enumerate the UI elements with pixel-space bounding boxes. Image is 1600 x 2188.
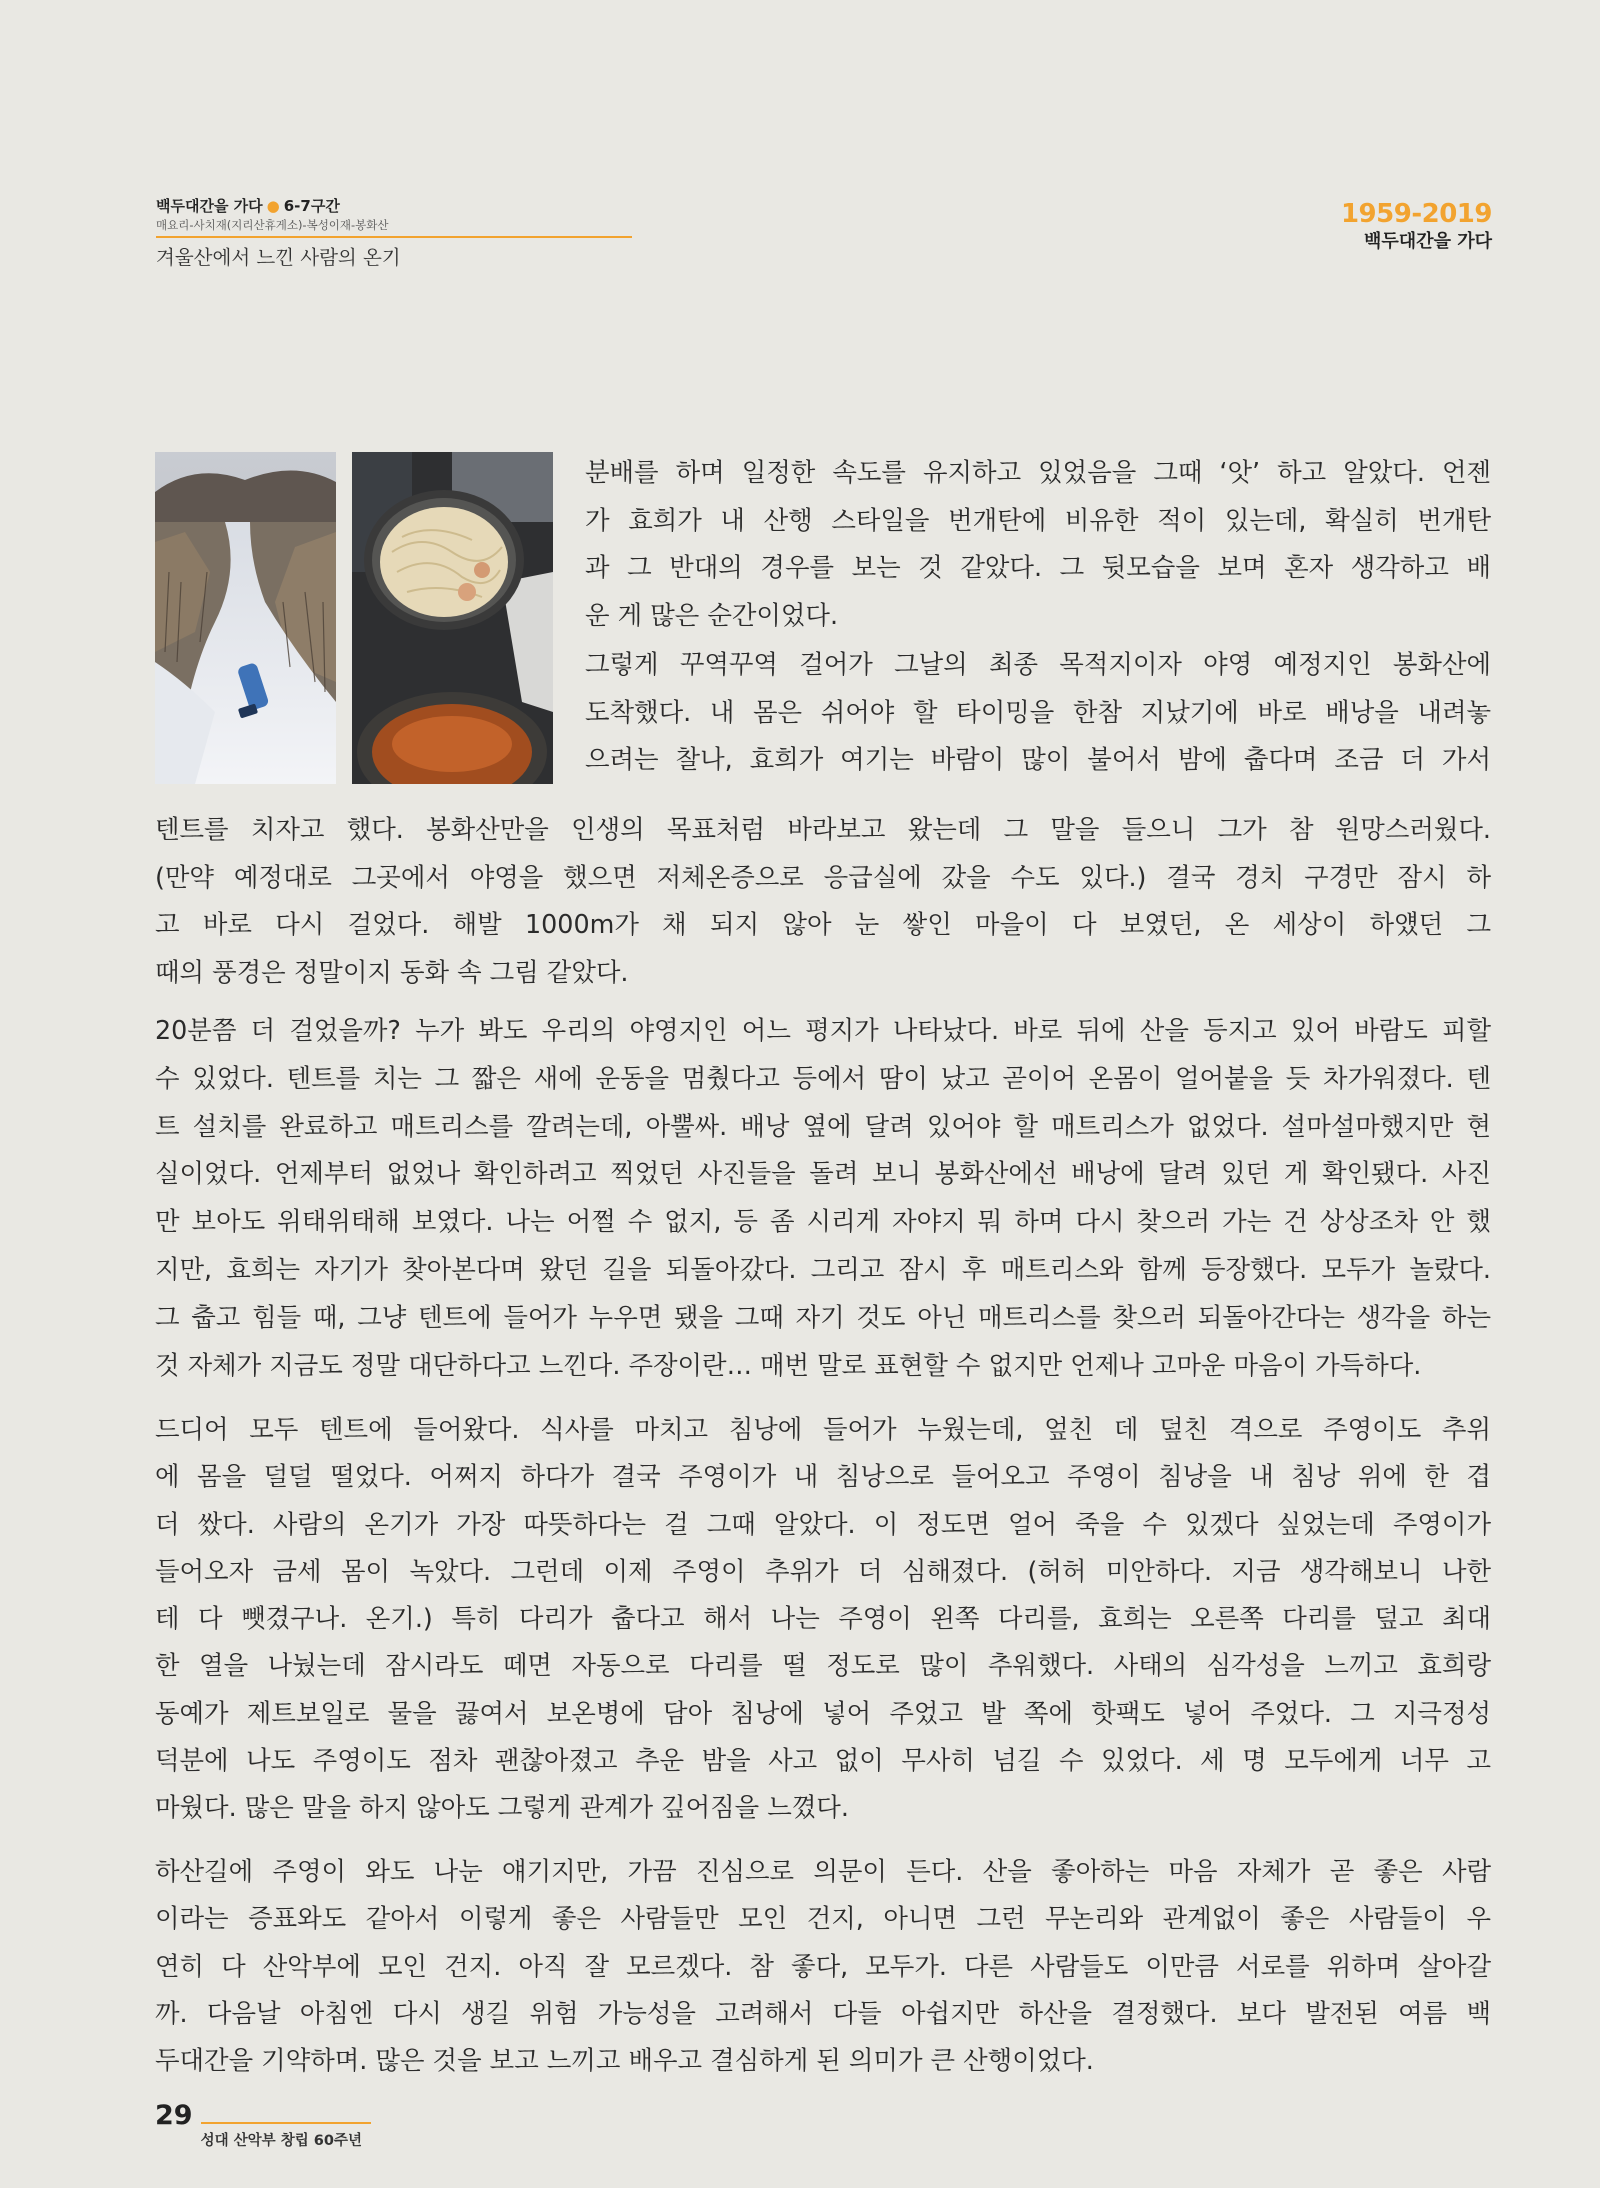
text-line: 더 쌌다. 사람의 온기가 가장 따뜻하다는 걸 그때 알았다. 이 정도면 얼어 죽을 수 있겠다 싶었는데 주영이가	[155, 1508, 1491, 1539]
series-brand: 백두대간을 가다	[1364, 231, 1492, 252]
text-line: 드디어 모두 텐트에 들어왔다. 식사를 마치고 침낭에 들어가 누웠는데, 엎친 데 덮친 격으로 주영이도 추위	[155, 1414, 1491, 1444]
text-line: 고 바로 다시 걸었다. 해발 1000m가 채 되지 않아 눈 쌓인 마을이 다 보였던, 온 세상이 하얬던 그	[155, 909, 1491, 939]
text-line: 그렇게 꾸역꾸역 걸어가 그날의 최종 목적지이자 야영 예정지인 봉화산에	[585, 649, 1491, 679]
text-line: 것 자체가 지금도 정말 대단하다고 느낀다. 주장이란… 매번 말로 표현할 수 없지만 언제나 고마운 마음이 가득하다.	[155, 1349, 1422, 1380]
text-line: (만약 예정대로 그곳에서 야영을 했으면 저체온증으로 응급실에 갔을 수도 있다.) 결국 경치 구경만 잠시 하	[155, 861, 1491, 892]
text-line: 텐트를 치자고 했다. 봉화산만을 인생의 목표처럼 바라보고 왔는데 그 말을 들으니 그가 참 원망스러웠다.	[155, 814, 1491, 844]
publication-name: 성대 산악부 창립 60주년	[200, 2133, 362, 2149]
article-title: 겨울산에서 느낀 사람의 온기	[156, 246, 401, 269]
series-label	[156, 196, 632, 216]
text-line: 지만, 효희는 자기가 찾아본다며 왔던 길을 되돌아갔다. 그리고 잠시 후 매트리스와 함께 등장했다. 모두가 놀랐다.	[155, 1253, 1491, 1284]
series-title: 백두대간을 가다	[156, 197, 263, 215]
text-line: 에 몸을 덜덜 떨었다. 어쩌지 하다가 결국 주영이가 내 침낭으로 들어오고 주영이 침낭을 내 침낭 위에 한 겹	[155, 1461, 1491, 1492]
text-line: 연히 다 산악부에 모인 건지. 아직 잘 모르겠다. 참 좋다, 모두가. 다른 사람들도 이만큼 서로를 위하며 살아갈	[155, 1950, 1491, 1981]
text-line: 도착했다. 내 몸은 쉬어야 할 타이밍을 한참 지났기에 바로 배낭을 내려놓	[585, 696, 1491, 727]
footer-divider	[201, 2122, 371, 2124]
text-line: 한 열을 나눴는데 잠시라도 떼면 자동으로 다리를 떨 정도로 많이 추워했다. 사태의 심각성을 느끼고 효희랑	[155, 1650, 1491, 1681]
text-line: 만 보아도 위태위태해 보였다. 나는 어쩔 수 없지, 등 좀 시리게 자야지 뭐 하며 다시 찾으러 가는 건 상상조차 안 했	[155, 1206, 1491, 1237]
snowy-trail-photo	[155, 452, 336, 784]
bullet-dot-icon: ●	[266, 197, 280, 215]
paragraph-1	[585, 449, 1491, 640]
text-line: 트 설치를 완료하고 매트리스를 깔려는데, 아뿔싸. 배낭 옆에 달려 있어야 할 매트리스가 없었다. 설마설마했지만 현	[155, 1110, 1491, 1141]
text-line: 까. 다음날 아침엔 다시 생길 위험 가능성을 고려해서 다들 아쉽지만 하산을 결정했다. 보다 발전된 여름 백	[155, 1997, 1491, 2028]
text-line: 과 그 반대의 경우를 보는 것 같았다. 그 뒷모습을 보며 혼자 생각하고 배	[585, 552, 1491, 583]
header-divider	[156, 236, 632, 238]
text-line: 덕분에 나도 주영이도 점차 괜찮아졌고 추운 밤을 사고 없이 무사히 넘길 수 있었다. 세 명 모두에게 너무 고	[155, 1745, 1491, 1776]
paragraph-5	[155, 1848, 1491, 2084]
text-line: 수 있었다. 텐트를 치는 그 짧은 새에 운동을 멈췄다고 등에서 땀이 났고 곧이어 온몸이 얼어붙을 듯 차가워졌다. 텐	[155, 1062, 1491, 1093]
text-line: 운 게 많은 순간이었다.	[585, 600, 839, 631]
route-label: 매요리-사치재(지리산휴게소)-복성이재-봉화산	[156, 218, 389, 232]
text-line: 분배를 하며 일정한 속도를 유지하고 있었음을 그때 ‘앗’ 하고 알았다. 언젠	[585, 457, 1491, 487]
text-line: 때의 풍경은 정말이지 동화 속 그림 같았다.	[155, 956, 629, 987]
page-number: 29	[155, 2100, 193, 2131]
text-line: 으려는 찰나, 효희가 여기는 바람이 많이 불어서 밤에 춥다며 조금 더 가서	[585, 744, 1491, 774]
paragraph-2-continued	[155, 806, 1491, 996]
text-line: 하산길에 주영이 와도 나눈 얘기지만, 가끔 진심으로 의문이 든다. 산을 좋아하는 마음 자체가 곧 좋은 사람	[155, 1856, 1491, 1886]
text-line: 테 다 뺏겼구나. 온기.) 특히 다리가 춥다고 해서 나는 주영이 왼쪽 다리를, 효희는 오른쪽 다리를 덮고 최대	[155, 1603, 1491, 1634]
anniversary-years: 1959-2019	[1340, 199, 1492, 229]
paragraph-2-start	[585, 641, 1491, 784]
text-line: 이라는 증표와도 같아서 이렇게 좋은 사람들만 모인 건지, 아니면 그런 무논리와 관계없이 좋은 사람들이 우	[155, 1903, 1491, 1934]
text-line: 마웠다. 많은 말을 하지 않아도 그렇게 관계가 깊어짐을 느꼈다.	[155, 1792, 849, 1823]
text-line: 실이었다. 언제부터 없었나 확인하려고 찍었던 사진들을 돌려 보니 봉화산에선 배낭에 달려 있던 게 확인됐다. 사진	[155, 1158, 1491, 1189]
text-line: 20분쯤 더 걸었을까? 누가 봐도 우리의 야영지인 어느 평지가 나타났다. 바로 뒤에 산을 등지고 있어 바람도 피할	[155, 1015, 1491, 1045]
text-line: 가 효희가 내 산행 스타일을 번개탄에 비유한 적이 있는데, 확실히 번개탄	[585, 504, 1491, 535]
corner-header	[1341, 200, 1492, 254]
section-number: 6-7구간	[283, 197, 340, 215]
section-header	[156, 196, 632, 270]
text-line: 두대간을 기약하며. 많은 것을 보고 느끼고 배우고 결심하게 된 의미가 큰 산행이었다.	[155, 2045, 1094, 2076]
text-line: 동예가 제트보일로 물을 끓여서 보온병에 담아 침낭에 넣어 주었고 발 쪽에 핫팩도 넣어 주었다. 그 지극정성	[155, 1697, 1491, 1728]
paragraph-3	[155, 1007, 1491, 1389]
text-line: 그 춥고 힘들 때, 그냥 텐트에 들어가 누우면 됐을 그때 자기 것도 아닌 매트리스를 찾으러 되돌아간다는 생각을 하는	[155, 1301, 1491, 1332]
page-footer	[155, 2100, 371, 2149]
cooking-pot-photo	[352, 452, 553, 784]
paragraph-4	[155, 1406, 1491, 1832]
text-line: 들어오자 금세 몸이 녹았다. 그런데 이제 주영이 추위가 더 심해졌다. (허허 미안하다. 지금 생각해보니 나한	[155, 1555, 1491, 1586]
footer-label-group	[201, 2122, 371, 2150]
